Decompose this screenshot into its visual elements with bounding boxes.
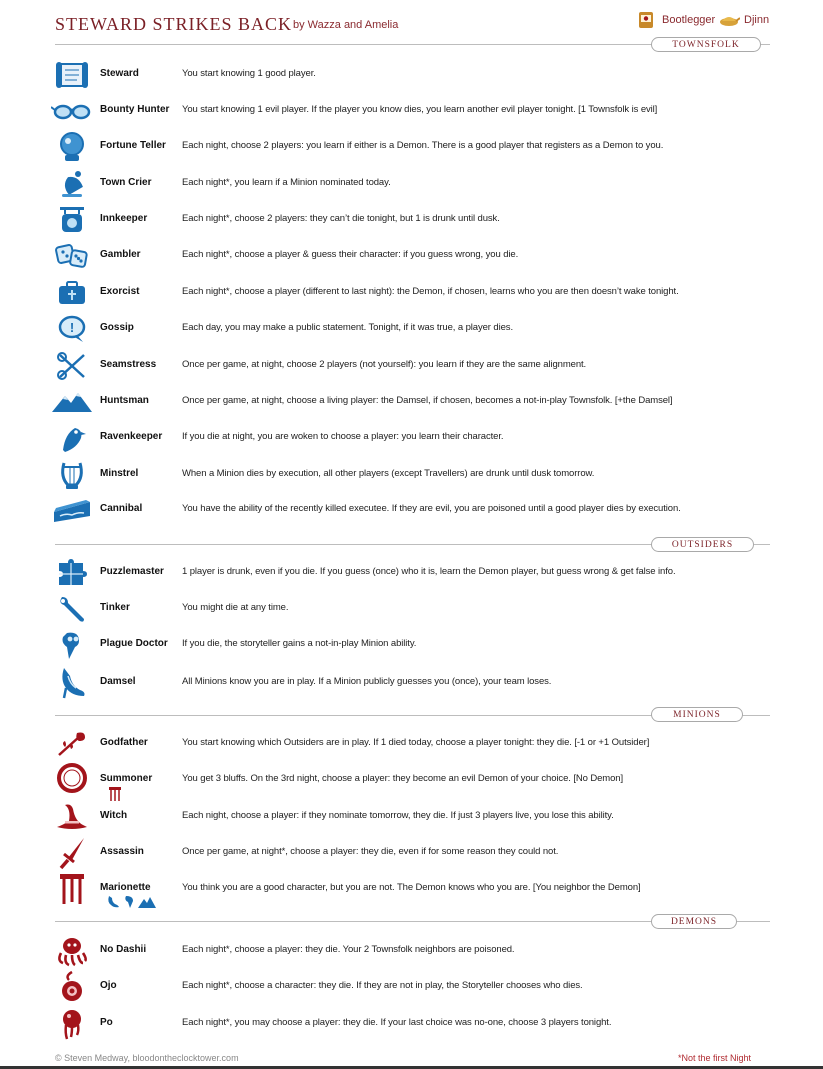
wrench-icon [50,591,94,627]
character-row-no-dashii [50,933,790,969]
character-row-assassin [50,835,790,871]
character-ability: Each night*, choose a player: they die. Your 2 Townsfolk neighbors are poisoned. [182,944,515,955]
fabled-label: Djinn [744,14,770,26]
character-row-puzzlemaster [50,555,790,591]
character-row-bounty-hunter [50,93,790,129]
character-ability: You start knowing 1 evil player. If the player you know dies, you learn another evil player tonight. [1 Townsfolk is evil] [182,104,658,115]
character-row-summoner [50,762,790,798]
character-name: Fortune Teller [100,140,166,151]
plague-mask-icon [122,895,136,909]
section-label-minions: MINIONS [651,707,743,722]
character-name: Assassin [100,846,144,857]
character-row-minstrel [50,457,790,493]
character-ability: 1 player is drunk, even if you die. If you guess (once) who it is, learn the Demon player, but guess wrong & get false info. [182,566,676,577]
character-name: Marionette [100,882,151,893]
footer-note: *Not the first Night [678,1053,752,1063]
svg-text:!: ! [69,320,75,335]
character-name: Ojo [100,980,117,991]
character-ability: Each night*, you may choose a player: they die. If your last choice was no-one, choose 3 players tonight. [182,1017,612,1028]
character-ability: Once per game, at night, choose a living player: the Damsel, if chosen, becomes a not-in-play Townsfolk. [+the Damsel] [182,395,673,406]
mountain-icon [138,895,156,909]
character-name: Exorcist [100,286,140,297]
raven-icon [50,420,94,456]
footer-copyright: © Steven Medway, bloodontheclocktower.com [55,1053,239,1063]
pie-icon [50,492,94,528]
inn-sign-icon [50,202,94,238]
character-name: Steward [100,68,139,79]
fabled-bootlegger [636,10,715,30]
character-name: Summoner [100,773,153,784]
character-row-seamstress [50,348,790,384]
character-ability: You have the ability of the recently killed executee. If they are evil, you are poisoned until a good player dies by execution. [182,503,681,514]
character-ability: All Minions know you are in play. If a Minion publicly guesses you (once), your team loses. [182,676,552,687]
character-row-gossip [50,311,790,347]
scroll-icon [50,57,94,93]
character-ability: Each night, choose a player: if they nominate tomorrow, they die. If just 3 players live, you lose this ability. [182,810,614,821]
character-ability: You start knowing which Outsiders are in play. If 1 died today, choose a player tonight: they die. [-1 or +1 Outsider] [182,737,650,748]
character-ability: When a Minion dies by execution, all other players (except Travellers) are drunk until dusk tomorrow. [182,468,595,479]
dagger-icon [50,835,94,871]
fabled-label: Bootlegger [662,14,716,26]
character-row-witch [50,799,790,835]
character-row-innkeeper [50,202,790,238]
character-ability: Each night, choose 2 players: you learn if either is a Demon. There is a good player that registers as a Demon to you. [182,140,664,151]
character-name: Minstrel [100,468,139,479]
speech-bubble-icon [50,311,94,347]
character-ability: Once per game, at night*, choose a player: they die, even if for some reason they could not. [182,846,559,857]
rose-icon [50,726,94,762]
character-row-plague-doctor [50,627,790,663]
slipper-icon [106,895,120,909]
character-ability: Each night*, choose a player & guess their character: if you guess wrong, you die. [182,249,519,260]
character-row-ojo [50,969,790,1005]
character-row-damsel [50,665,790,701]
character-row-town-crier [50,166,790,202]
character-name: Gossip [100,322,134,333]
character-name: Cannibal [100,503,143,514]
character-ability: You might die at any time. [182,602,289,613]
fabled-djinn [718,10,769,30]
character-name: Plague Doctor [100,638,168,649]
summoning-circle-icon [50,762,94,798]
character-row-godfather [50,726,790,762]
blood-drop-icon [50,1006,94,1042]
character-ability: Each night*, choose a character: they die. If they are not in play, the Storyteller chooses who dies. [182,980,583,991]
puzzle-icon [50,555,94,591]
eye-icon [50,969,94,1005]
character-name: Ravenkeeper [100,431,163,442]
character-row-ravenkeeper [50,420,790,456]
lyre-icon [50,457,94,493]
section-label-outsiders: OUTSIDERS [651,537,754,552]
character-row-steward [50,57,790,93]
character-ability: You think you are a good character, but you are not. The Demon knows who you are. [You neighbor the Demon] [182,882,641,893]
character-row-gambler [50,238,790,274]
character-row-marionette [50,871,790,907]
character-row-huntsman [50,384,790,420]
character-row-po [50,1006,790,1042]
character-ability: Once per game, at night, choose 2 players (not yourself): you learn if they are the same alignment. [182,359,587,370]
character-ability: Each night*, choose a player (different to last night): the Demon, if chosen, learns who you are then doesn’t wake tonight. [182,286,679,297]
character-name: Witch [100,810,128,821]
djinn-icon [718,10,738,30]
script-byline: by Wazza and Amelia [293,19,399,31]
character-row-exorcist [50,275,790,311]
scissors-icon [50,348,94,384]
character-ability: If you die, the storyteller gains a not-in-play Minion ability. [182,638,417,649]
bell-icon [50,166,94,202]
bootlegger-icon [636,10,656,30]
character-ability: You get 3 bluffs. On the 3rd night, choose a player: they become an evil Demon of your choice. [No Demon] [182,773,624,784]
character-ability: Each night*, you learn if a Minion nominated today. [182,177,391,188]
character-ability: If you die at night, you are woken to choose a player: you learn their character. [182,431,504,442]
mountain-icon [50,384,94,420]
header [0,0,823,40]
octopus-icon [50,933,94,969]
character-ability: You start knowing 1 good player. [182,68,316,79]
character-name: Town Crier [100,177,152,188]
puppet-frame-icon [50,871,94,907]
character-name: No Dashii [100,944,147,955]
character-name: Godfather [100,737,148,748]
character-name: Bounty Hunter [100,104,170,115]
character-name: Innkeeper [100,213,148,224]
character-name: Tinker [100,602,130,613]
character-row-cannibal [50,492,790,528]
character-name: Huntsman [100,395,149,406]
character-name: Seamstress [100,359,157,370]
section-label-townsfolk: TOWNSFOLK [651,37,761,52]
jinx-icons [106,895,156,909]
character-row-tinker [50,591,790,627]
crystal-ball-icon [50,129,94,165]
character-row-fortune-teller [50,129,790,165]
character-ability: Each day, you may make a public statement. Tonight, if it was true, a player dies. [182,322,513,333]
character-name: Gambler [100,249,141,260]
slipper-icon [50,665,94,701]
plague-mask-icon [50,627,94,663]
character-ability: Each night*, choose 2 players: they can’t die tonight, but 1 is drunk until dusk. [182,213,500,224]
witch-hat-icon [50,799,94,835]
script-title: STEWARD STRIKES BACK [55,14,293,34]
glasses-icon [50,93,94,129]
section-label-demons: DEMONS [651,914,737,929]
character-name: Po [100,1017,113,1028]
character-name: Puzzlemaster [100,566,164,577]
dice-icon [50,238,94,274]
character-name: Damsel [100,676,136,687]
briefcase-icon [50,275,94,311]
